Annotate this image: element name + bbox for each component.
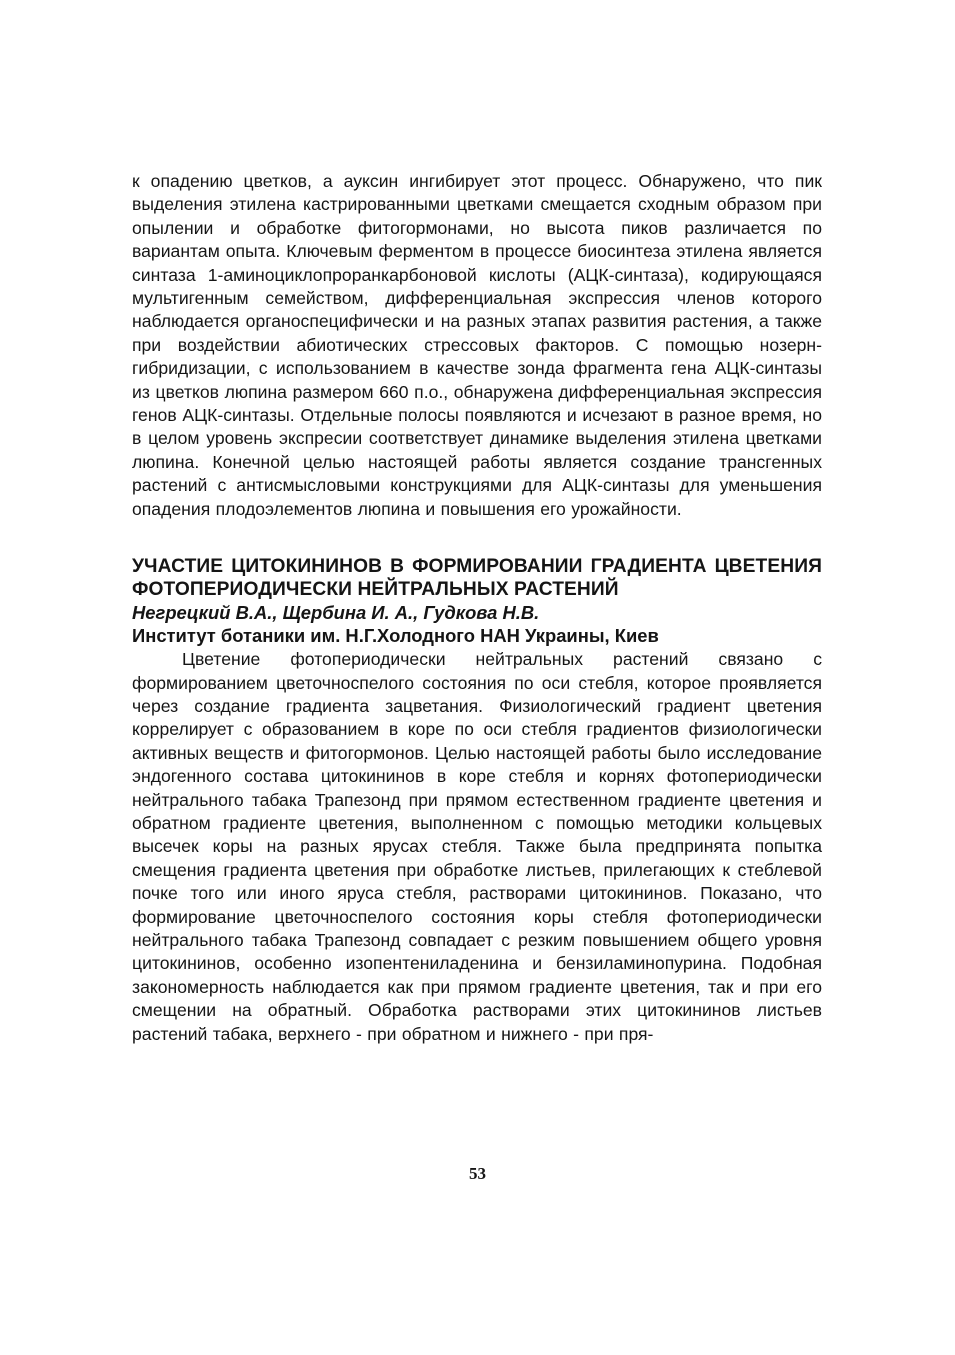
page-number: 53 bbox=[469, 1164, 486, 1183]
document-page bbox=[132, 170, 822, 1046]
paragraph-cytokinins: Цветение фотопериодически нейтральных растений связано с формированием цветочноспелого состояния по оси стебля, которое проявляется через создание градиента зацветания. Физиологический градиент цветения коррелирует с образованием в коре по оси стебля градиентов физиологически активных веществ и фитогормонов. Целью настоящей работы было исследование эндогенного состава цитокининов в коре стебля и корнях фотопериодически нейтрального табака Трапезонд при прямом естественном градиенте цветения и обратном градиенте цветения, выполненном с помощью методики кольцевых высечек коры на разных ярусах стебля. Также была предпринята попытка смещения градиента цветения при обработке листьев, прилегающих к стеблевой почке того или иного яруса стебля, растворами цитокининов. Показано, что формирование цветочноспелого состояния коры стебля фотопериодически нейтрального табака Трапезонд совпадает с резким повышением общего уровня цитокининов, особенно изопентениладенина и бензиламинопурина. Подобная закономерность наблюдается как при прямом градиенте цветения, так и при его смещении на обратный. Обработка растворами этих цитокининов листьев растений табака, верхнего - при обратном и нижнего - при пря- bbox=[132, 649, 822, 1044]
section-title: УЧАСТИЕ ЦИТОКИНИНОВ В ФОРМИРОВАНИИ ГРАДИЕНТА ЦВЕТЕНИЯ ФОТОПЕРИОДИЧЕСКИ НЕЙТРАЛЬНЫХ РАСТЕНИЙ bbox=[132, 556, 822, 601]
paragraph-lupin-ethylene: к опадению цветков, а ауксин ингибирует этот процесс. Обнаружено, что пик выделения этилена кастрированными цветками смещается сходным образом при опылении и обработке фитогормонами, но высота пиков различается по вариантам опыта. Ключевым ферментом в процессе биосинтеза этилена является синтаза 1-аминоциклопроранкарбоновой кислоты (АЦК-синтаза), кодирующаяся мультигенным семейством, дифференциальная экспрессия членов которого наблюдается органоспецифически и на разных этапах развития растения, а также при воздействии абиотических стрессовых факторов. С помощью нозерн-гибридизации, с использованием в качестве зонда фрагмента гена АЦК-синтазы из цветков люпина размером 660 п.о., обнаружена дифференциальная экспрессия генов АЦК-синтазы. Отдельные полосы появляются и исчезают в разное время, но в целом уровень экспресии соответствует динамике выделения этилена цветками люпина. Конечной целью настоящей работы является создание трансгенных растений с антисмысловыми конструкциями для АЦК-синтазы для уменьшения опадения плодоэлементов люпина и повышения его урожайности. bbox=[132, 171, 822, 519]
authors: Негрецкий В.А., Щербина И. А., Гудкова Н.В. bbox=[132, 602, 540, 624]
institution: Институт ботаники им. Н.Г.Холодного НАН Украины, Киев bbox=[132, 625, 659, 647]
